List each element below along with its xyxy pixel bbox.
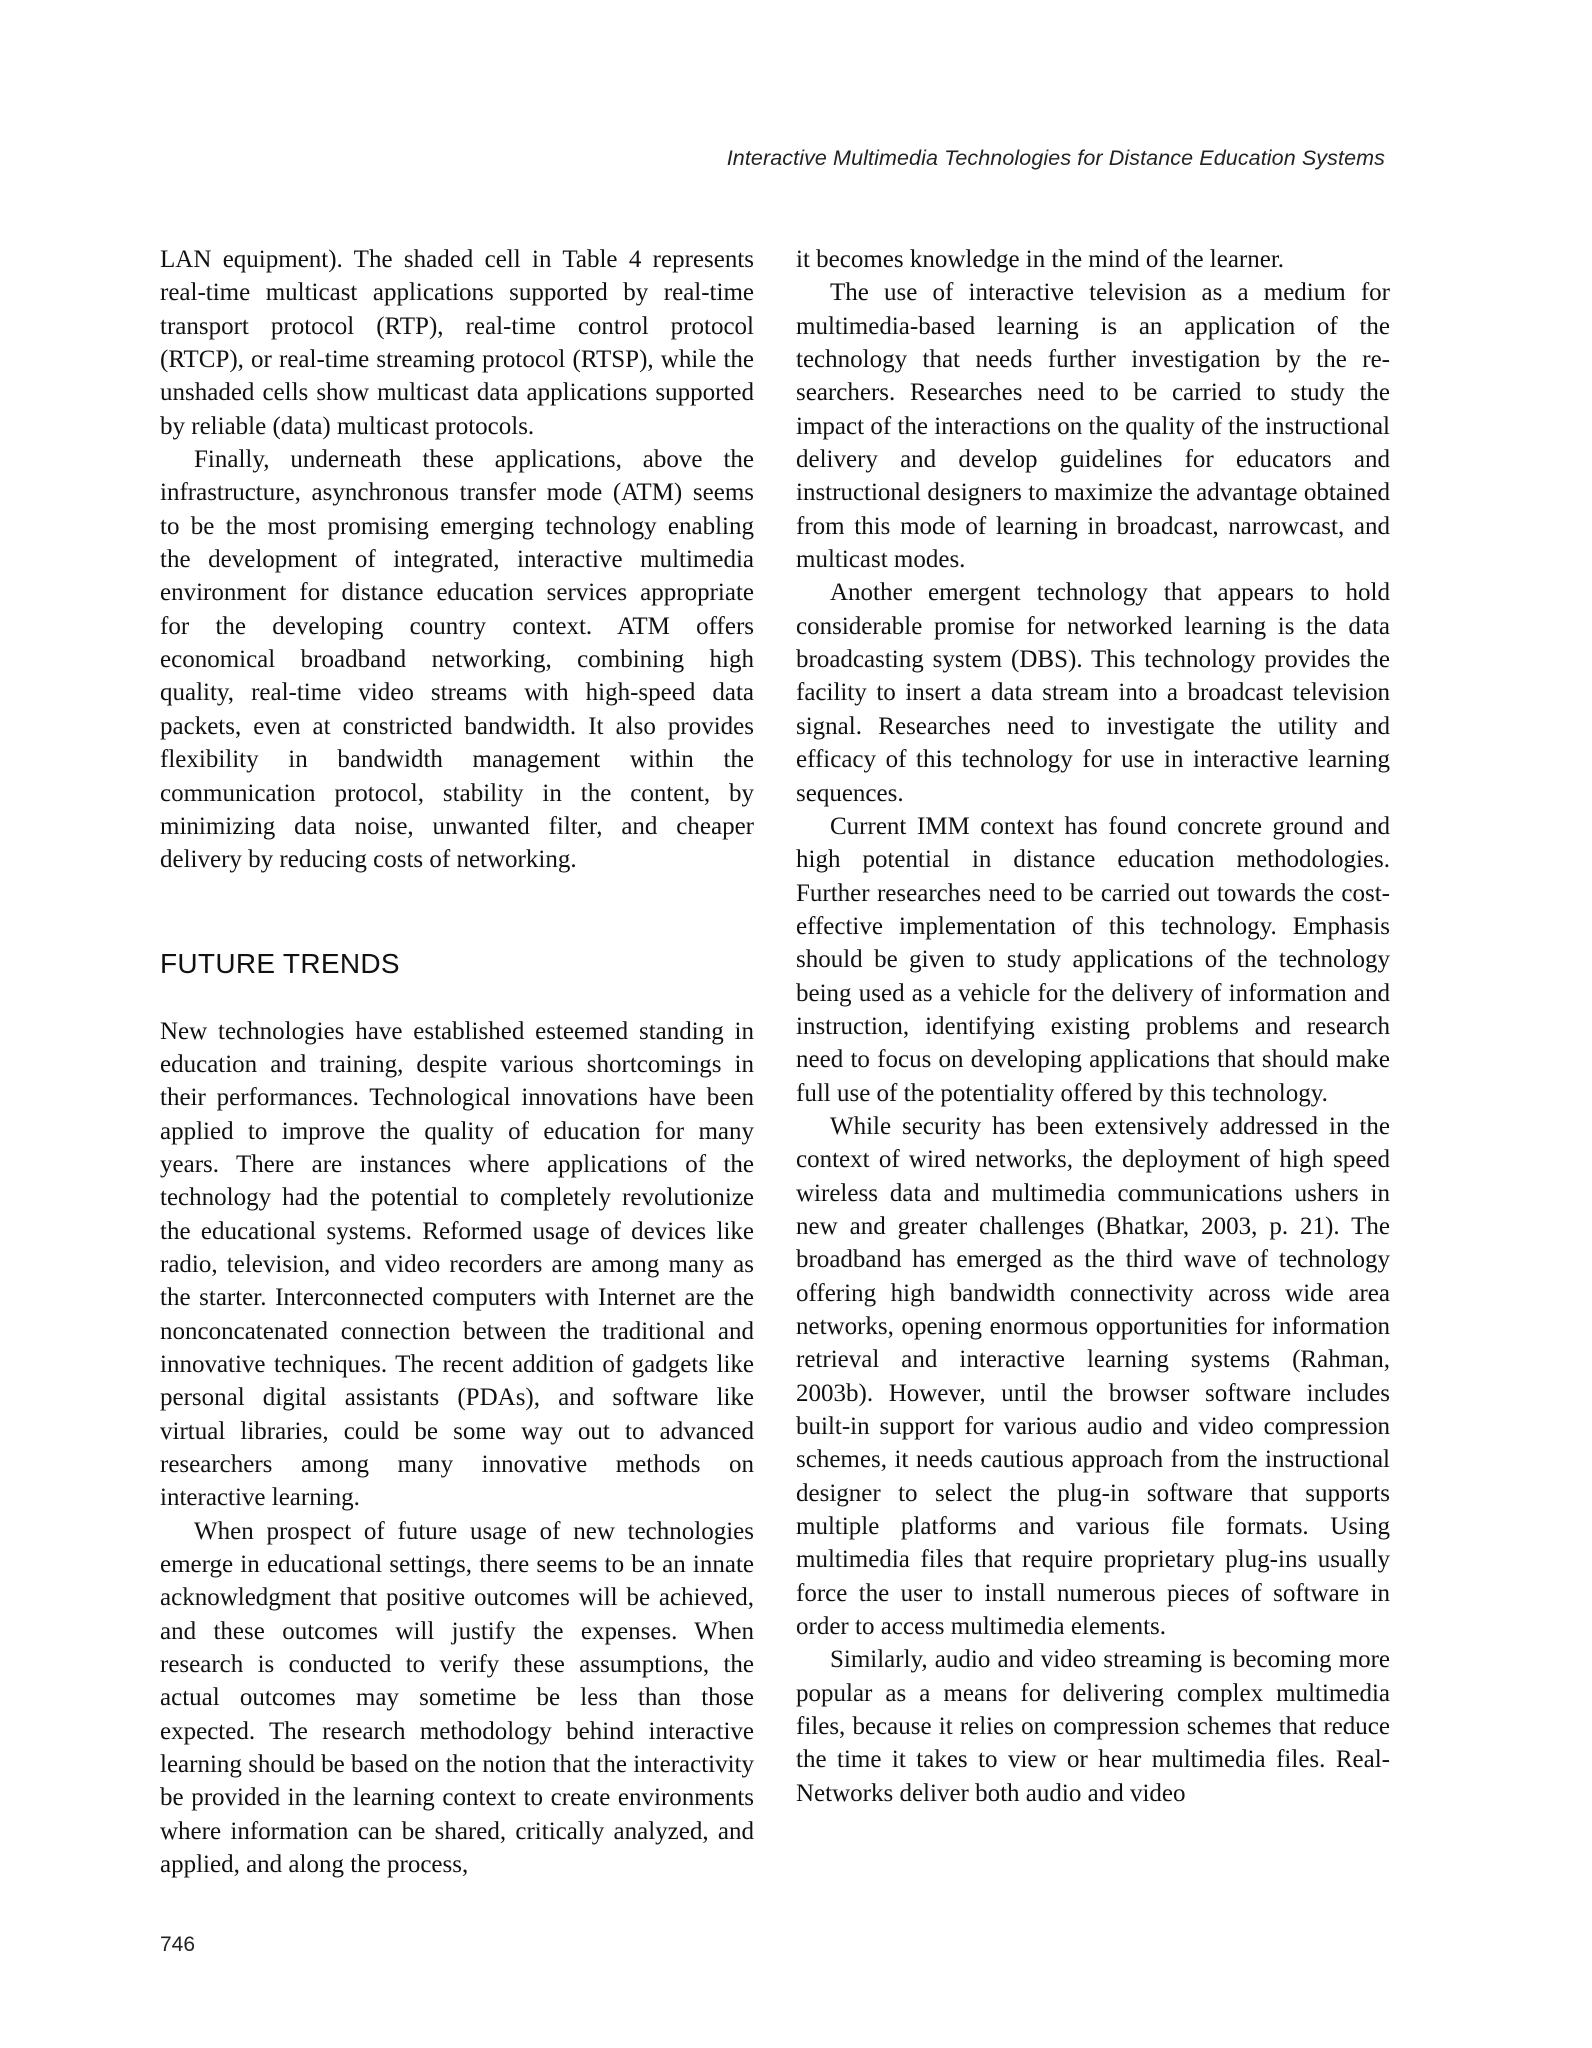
paragraph: Finally, underneath these applications, above the infrastructure, asynchronous transfer mode (ATM) seems to be the most promising emerging technology enabling the development of integrated, interactive multimedia environment for distance education services appropriate for the developing country context. ATM offers economical broadband networking, combining high quality, real-time video streams with high-speed data packets, even at constricted bandwidth. It also provides flexibility in bandwidth management within the communication protocol, stability in the content, by minimizing data noise, unwanted filter, and cheaper delivery by reducing costs of networking. bbox=[160, 446, 754, 874]
section-heading: FUTURE TRENDS bbox=[160, 947, 400, 979]
paragraph: The use of interactive television as a medium for multimedia-based learning is an application of the technology that needs further investigation by the researchers. Researches need to be carried to study the impact of the interactions on the quality of the instructional delivery and develop guidelines for educators and instructional designers to maximize the advantage obtained from this mode of learning in broadcast, narrowcast, and multicast modes. bbox=[796, 279, 1390, 574]
paragraph: it becomes knowledge in the mind of the learner. bbox=[796, 246, 1285, 273]
paragraph: When prospect of future usage of new technologies emerge in educational settings, there seems to be an innate acknowledgment that positive outcomes will be achieved, and these outcomes will justify the expenses. When research is conducted to verify these assumptions, the actual outcomes may sometime be less than those expected. The research methodology behind interactive learning should be based on the notion that the interactivity be provided in the learning context to create environments where information can be shared, critically analyzed, and applied, and along the process, bbox=[160, 1517, 754, 1879]
running-header: Interactive Multimedia Technologies for Distance Education Systems bbox=[726, 146, 1385, 170]
paragraph: While security has been extensively addressed in the context of wired networks, the deployment of high speed wireless data and multimedia communications ushers in new and greater challenges (Bhatkar, 2003, p. 21). The broadband has emerged as the third wave of technology offering high bandwidth connectivity across wide area networks, opening enormous opportunities for information retrieval and interactive learning systems (Rahman, 2003b). However, until the browser software includes built-in support for various audio and video compression schemes, it needs cautious approach from the instructional designer to select the plug-in software that supports multiple platforms and various file formats. Using multimedia files that require proprietary plug-ins usually force the user to install numerous pieces of software in order to access multimedia elements. bbox=[796, 1112, 1390, 1641]
paragraph: LAN equipment). The shaded cell in Table 4 represents real-time multicast applications supported by real-time transport protocol (RTP), real-time control protocol (RTCP), or real-time streaming protocol (RTSP), while the unshaded cells show multicast data applications supported by reliable (data) multicast protocols. bbox=[160, 246, 754, 440]
right-column bbox=[796, 243, 1390, 1810]
paragraph: New technologies have established esteemed standing in education and training, despite various shortcomings in their performances. Technological innovations have been applied to improve the quality of education for many years. There are instances where applications of the technology had the potential to completely revolutionize the educational systems. Reformed usage of devices like radio, television, and video recorders are among many as the starter. Interconnected computers with Internet are the nonconcatenated connection between the traditional and innovative techniques. The recent addition of gadgets like personal digital assistants (PDAs), and software like virtual libraries, could be some way out to advanced researchers among many innovative methods on interactive learning. bbox=[160, 1017, 754, 1512]
paragraph: Another emergent technology that appears to hold considerable promise for networked learning is the data broadcasting system (DBS). This technology provides the facility to insert a data stream into a broadcast television signal. Researches need to investigate the utility and efficacy of this technology for use in interactive learning sequences. bbox=[796, 579, 1390, 807]
paragraph: Current IMM context has found concrete ground and high potential in distance education methodologies. Further researches need to be carried out towards the cost-effective implementation of this technology. Emphasis should be given to study applications of the technology being used as a vehicle for the delivery of information and instruction, identifying existing problems and research need to focus on developing applications that should make full use of the potentiality offered by this technology. bbox=[796, 812, 1390, 1107]
page-number: 746 bbox=[160, 1933, 196, 1956]
paragraph: Similarly, audio and video streaming is becoming more popular as a means for delivering complex multimedia files, because it relies on compression schemes that reduce the time it takes to view or hear multimedia files. Real-Networks deliver both audio and video bbox=[796, 1646, 1390, 1807]
left-column bbox=[160, 243, 754, 1881]
